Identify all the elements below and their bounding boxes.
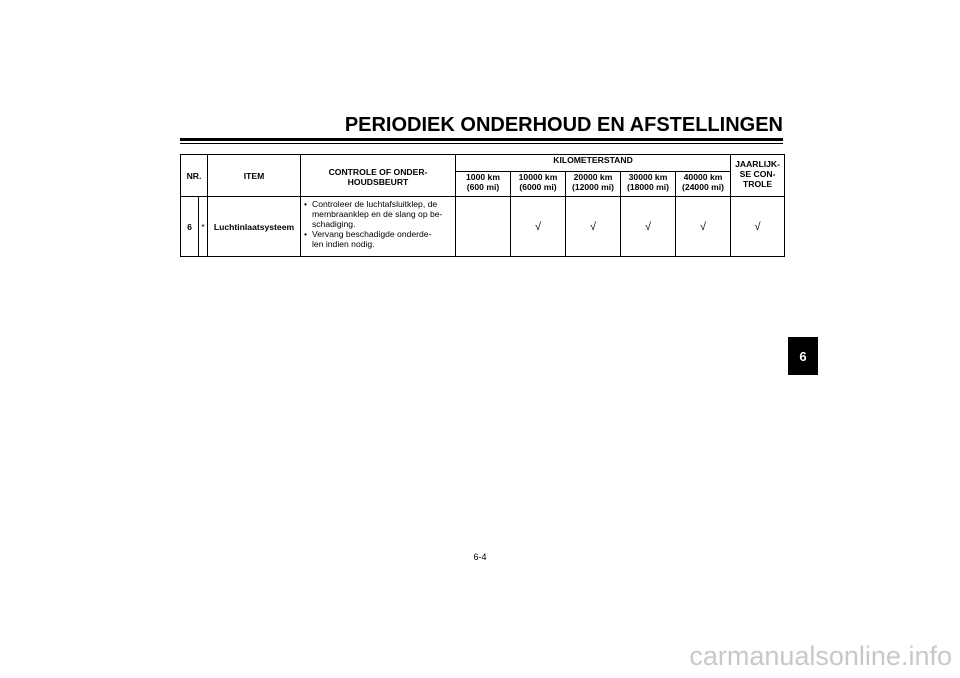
- watermark: carmanualsonline.info: [689, 641, 952, 671]
- maintenance-table: [180, 154, 785, 257]
- page-number: 6-4: [473, 552, 487, 562]
- header-km-10000: 10000 km (6000 mi): [511, 172, 566, 197]
- header-item: ITEM: [208, 155, 301, 197]
- row-nr: 6: [181, 197, 199, 257]
- page-title: PERIODIEK ONDERHOUD EN AFSTELLINGEN: [344, 114, 783, 136]
- title-rule-thick: [180, 138, 783, 141]
- title-rule-thin: [180, 143, 783, 144]
- row-star: *: [199, 197, 208, 257]
- check-30000-km: √: [621, 197, 676, 257]
- check-1000-km: [456, 197, 511, 257]
- table-row: [181, 197, 785, 257]
- header-nr: NR.: [181, 155, 208, 197]
- header-km-30000: 30000 km (18000 mi): [621, 172, 676, 197]
- description-bullet: • Controleer de luchtafsluitklep, de membraanklep en de slang op be- schadiging.: [304, 199, 452, 229]
- header-km-1000: 1000 km (600 mi): [456, 172, 511, 197]
- row-item: Luchtinlaatsysteem: [208, 197, 301, 257]
- header-controle: CONTROLE OF ONDER- HOUDSBEURT: [301, 155, 456, 197]
- header-km-40000: 40000 km (24000 mi): [676, 172, 731, 197]
- header-jaarlijks: JAARLIJK- SE CON- TROLE: [731, 155, 785, 197]
- description-bullet: • Vervang beschadigde onderde- len indien nodig.: [304, 229, 452, 249]
- chapter-tab: [788, 337, 818, 375]
- header-kilometerstand: KILOMETERSTAND: [456, 155, 731, 172]
- check-20000-km: √: [566, 197, 621, 257]
- check-10000-km: √: [511, 197, 566, 257]
- check-40000-km: √: [676, 197, 731, 257]
- row-description: [301, 197, 456, 257]
- chapter-tab-label: 6: [799, 348, 807, 364]
- header-km-20000: 20000 km (12000 mi): [566, 172, 621, 197]
- check-jaarlijks: √: [731, 197, 785, 257]
